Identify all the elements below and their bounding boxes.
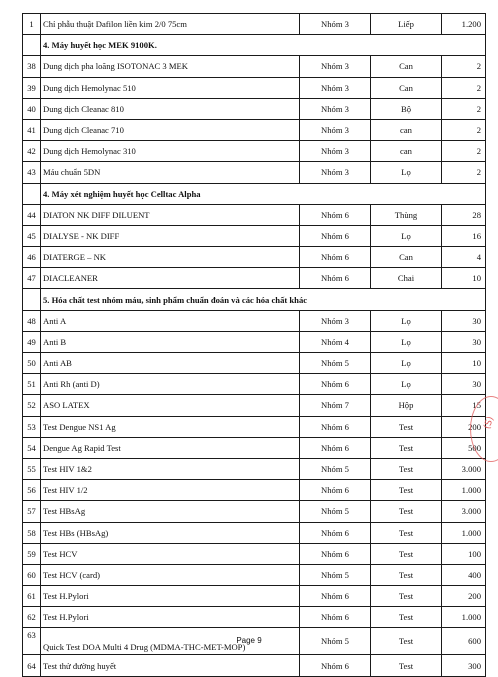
- item-name-cell: Dengue Ag Rapid Test: [41, 437, 300, 458]
- item-name-cell: Test HBsAg: [41, 501, 300, 522]
- quantity-cell: 2: [442, 162, 486, 183]
- group-cell: Nhóm 3: [300, 14, 371, 35]
- stt-cell: 63: [23, 628, 41, 655]
- unit-cell: Test: [371, 628, 442, 655]
- table-row: [23, 353, 486, 374]
- table-row: [23, 247, 486, 268]
- section-header-row: [23, 289, 486, 310]
- stt-cell: 38: [23, 56, 41, 77]
- group-cell: Nhóm 6: [300, 247, 371, 268]
- quantity-cell: 300: [442, 655, 486, 676]
- quantity-cell: 600: [442, 628, 486, 655]
- table-row: [23, 119, 486, 140]
- table-row: [23, 458, 486, 479]
- unit-cell: Lọ: [371, 374, 442, 395]
- quantity-cell: 1.000: [442, 607, 486, 628]
- table-body: [23, 14, 486, 677]
- group-cell: Nhóm 3: [300, 162, 371, 183]
- table-row: [23, 162, 486, 183]
- group-cell: Nhóm 6: [300, 374, 371, 395]
- unit-cell: Can: [371, 77, 442, 98]
- table-row: [23, 268, 486, 289]
- stt-cell: 56: [23, 480, 41, 501]
- item-name-cell: Dung dịch Hemolynac 310: [41, 141, 300, 162]
- stamp-mark: (S): [482, 415, 497, 431]
- item-name-cell: Chỉ phẫu thuật Dafilon liền kim 2/0 75cm: [41, 14, 300, 35]
- unit-cell: Lọ: [371, 225, 442, 246]
- section-header-row: [23, 35, 486, 56]
- unit-cell: Test: [371, 564, 442, 585]
- table-row: [23, 416, 486, 437]
- section-title: 4. Máy xét nghiệm huyết học Celltac Alpha: [41, 183, 486, 204]
- stt-cell: [23, 35, 41, 56]
- quantity-cell: 1.000: [442, 522, 486, 543]
- stt-cell: 58: [23, 522, 41, 543]
- quantity-cell: 2: [442, 119, 486, 140]
- quantity-cell: 10: [442, 268, 486, 289]
- stt-cell: 50: [23, 353, 41, 374]
- stt-cell: 51: [23, 374, 41, 395]
- unit-cell: Can: [371, 56, 442, 77]
- stt-cell: 62: [23, 607, 41, 628]
- group-cell: Nhóm 4: [300, 331, 371, 352]
- unit-cell: Test: [371, 501, 442, 522]
- item-name-cell: Test thử đường huyết: [41, 655, 300, 676]
- item-name-cell: Dung dịch pha loãng ISOTONAC 3 MEK: [41, 56, 300, 77]
- stt-cell: 1: [23, 14, 41, 35]
- section-title: 5. Hóa chất test nhóm máu, sinh phẩm chuẩn đoán và các hóa chất khác: [41, 289, 486, 310]
- quantity-cell: 28: [442, 204, 486, 225]
- table-row: [23, 98, 486, 119]
- stt-cell: 54: [23, 437, 41, 458]
- table-row: [23, 225, 486, 246]
- table-row: [23, 331, 486, 352]
- table-row: [23, 56, 486, 77]
- table-row: [23, 586, 486, 607]
- stt-cell: 57: [23, 501, 41, 522]
- unit-cell: Test: [371, 607, 442, 628]
- quantity-cell: 15: [442, 395, 486, 416]
- quantity-cell: 200: [442, 586, 486, 607]
- unit-cell: Test: [371, 437, 442, 458]
- group-cell: Nhóm 6: [300, 437, 371, 458]
- quantity-cell: 30: [442, 331, 486, 352]
- unit-cell: Can: [371, 247, 442, 268]
- item-name-cell: Dung dịch Cleanac 710: [41, 119, 300, 140]
- stt-cell: 60: [23, 564, 41, 585]
- stt-cell: 52: [23, 395, 41, 416]
- stt-cell: 44: [23, 204, 41, 225]
- stt-cell: 40: [23, 98, 41, 119]
- item-name-cell: Dung dịch Hemolynac 510: [41, 77, 300, 98]
- section-title: 4. Máy huyết học MEK 9100K.: [41, 35, 486, 56]
- table-row: [23, 204, 486, 225]
- group-cell: Nhóm 5: [300, 564, 371, 585]
- item-name-cell: Test HCV (card): [41, 564, 300, 585]
- unit-cell: Lọ: [371, 310, 442, 331]
- item-name-cell: Test HIV 1&2: [41, 458, 300, 479]
- group-cell: Nhóm 5: [300, 628, 371, 655]
- item-name-cell: Test H.Pylori: [41, 586, 300, 607]
- quantity-cell: 10: [442, 353, 486, 374]
- group-cell: Nhóm 6: [300, 225, 371, 246]
- unit-cell: Lọ: [371, 331, 442, 352]
- table-row: [23, 374, 486, 395]
- table-row: [23, 141, 486, 162]
- group-cell: Nhóm 3: [300, 141, 371, 162]
- quantity-cell: 100: [442, 543, 486, 564]
- stt-cell: 43: [23, 162, 41, 183]
- item-name-cell: Quick Test DOA Multi 4 Drug (MDMA-THC-MET-MOP): [41, 628, 300, 655]
- quantity-cell: 2: [442, 56, 486, 77]
- item-name-cell: Dung dịch Cleanac 810: [41, 98, 300, 119]
- group-cell: Nhóm 6: [300, 655, 371, 676]
- table-row: [23, 77, 486, 98]
- table-row: [23, 655, 486, 676]
- stt-cell: 49: [23, 331, 41, 352]
- group-cell: Nhóm 6: [300, 586, 371, 607]
- stt-cell: [23, 289, 41, 310]
- unit-cell: Test: [371, 655, 442, 676]
- unit-cell: Bộ: [371, 98, 442, 119]
- table-row: [23, 501, 486, 522]
- quantity-cell: 2: [442, 77, 486, 98]
- item-name-cell: Anti B: [41, 331, 300, 352]
- group-cell: Nhóm 7: [300, 395, 371, 416]
- unit-cell: Test: [371, 543, 442, 564]
- item-name-cell: DIATON NK DIFF DILUENT: [41, 204, 300, 225]
- group-cell: Nhóm 6: [300, 268, 371, 289]
- quantity-cell: 30: [442, 310, 486, 331]
- item-name-cell: Test H.Pylori: [41, 607, 300, 628]
- quantity-cell: 16: [442, 225, 486, 246]
- unit-cell: Hộp: [371, 395, 442, 416]
- item-name-cell: DIALYSE - NK DIFF: [41, 225, 300, 246]
- stt-cell: 39: [23, 77, 41, 98]
- item-name-cell: Test HCV: [41, 543, 300, 564]
- unit-cell: Test: [371, 458, 442, 479]
- quantity-cell: 30: [442, 374, 486, 395]
- group-cell: Nhóm 5: [300, 353, 371, 374]
- group-cell: Nhóm 6: [300, 543, 371, 564]
- item-name-cell: Anti A: [41, 310, 300, 331]
- group-cell: Nhóm 3: [300, 77, 371, 98]
- item-name-cell: Test Dengue NS1 Ag: [41, 416, 300, 437]
- group-cell: Nhóm 6: [300, 204, 371, 225]
- stt-cell: 64: [23, 655, 41, 676]
- group-cell: Nhóm 3: [300, 310, 371, 331]
- quantity-cell: 3.000: [442, 458, 486, 479]
- table-row: [23, 395, 486, 416]
- stt-cell: 47: [23, 268, 41, 289]
- table-row: [23, 543, 486, 564]
- stt-cell: 48: [23, 310, 41, 331]
- stt-cell: 59: [23, 543, 41, 564]
- stt-cell: 41: [23, 119, 41, 140]
- item-name-cell: Anti AB: [41, 353, 300, 374]
- unit-cell: Test: [371, 522, 442, 543]
- stt-cell: 61: [23, 586, 41, 607]
- table-row: [23, 522, 486, 543]
- unit-cell: Chai: [371, 268, 442, 289]
- stt-cell: 46: [23, 247, 41, 268]
- item-name-cell: DIACLEANER: [41, 268, 300, 289]
- group-cell: Nhóm 6: [300, 522, 371, 543]
- quantity-cell: 2: [442, 141, 486, 162]
- quantity-cell: 3.000: [442, 501, 486, 522]
- quantity-cell: 200: [442, 416, 486, 437]
- group-cell: Nhóm 3: [300, 119, 371, 140]
- unit-cell: Lọ: [371, 162, 442, 183]
- stt-cell: 45: [23, 225, 41, 246]
- item-name-cell: Máu chuẩn 5DN: [41, 162, 300, 183]
- group-cell: Nhóm 3: [300, 98, 371, 119]
- table-row: [23, 14, 486, 35]
- unit-cell: Liếp: [371, 14, 442, 35]
- group-cell: Nhóm 3: [300, 56, 371, 77]
- unit-cell: can: [371, 141, 442, 162]
- unit-cell: Test: [371, 586, 442, 607]
- group-cell: Nhóm 6: [300, 480, 371, 501]
- quantity-cell: 1.000: [442, 480, 486, 501]
- supply-list-table: [22, 13, 486, 677]
- group-cell: Nhóm 6: [300, 607, 371, 628]
- page-number: Page 9: [236, 636, 262, 645]
- quantity-cell: 400: [442, 564, 486, 585]
- unit-cell: can: [371, 119, 442, 140]
- quantity-cell: 4: [442, 247, 486, 268]
- stt-cell: [23, 183, 41, 204]
- group-cell: Nhóm 5: [300, 458, 371, 479]
- quantity-cell: 2: [442, 98, 486, 119]
- table-row: [23, 607, 486, 628]
- table-row: [23, 480, 486, 501]
- section-header-row: [23, 183, 486, 204]
- unit-cell: Test: [371, 416, 442, 437]
- unit-cell: Test: [371, 480, 442, 501]
- stt-cell: 55: [23, 458, 41, 479]
- table-row: [23, 310, 486, 331]
- table-row: [23, 437, 486, 458]
- group-cell: Nhóm 6: [300, 416, 371, 437]
- item-name-cell: Test HBs (HBsAg): [41, 522, 300, 543]
- item-name-cell: ASO LATEX: [41, 395, 300, 416]
- table-row: [23, 564, 486, 585]
- group-cell: Nhóm 5: [300, 501, 371, 522]
- quantity-cell: 500: [442, 437, 486, 458]
- unit-cell: Thùng: [371, 204, 442, 225]
- item-name-cell: DIATERGE – NK: [41, 247, 300, 268]
- stt-cell: 53: [23, 416, 41, 437]
- item-name-cell: Anti Rh (anti D): [41, 374, 300, 395]
- quantity-cell: 1.200: [442, 14, 486, 35]
- stt-cell: 42: [23, 141, 41, 162]
- item-name-cell: Test HIV 1/2: [41, 480, 300, 501]
- unit-cell: Lọ: [371, 353, 442, 374]
